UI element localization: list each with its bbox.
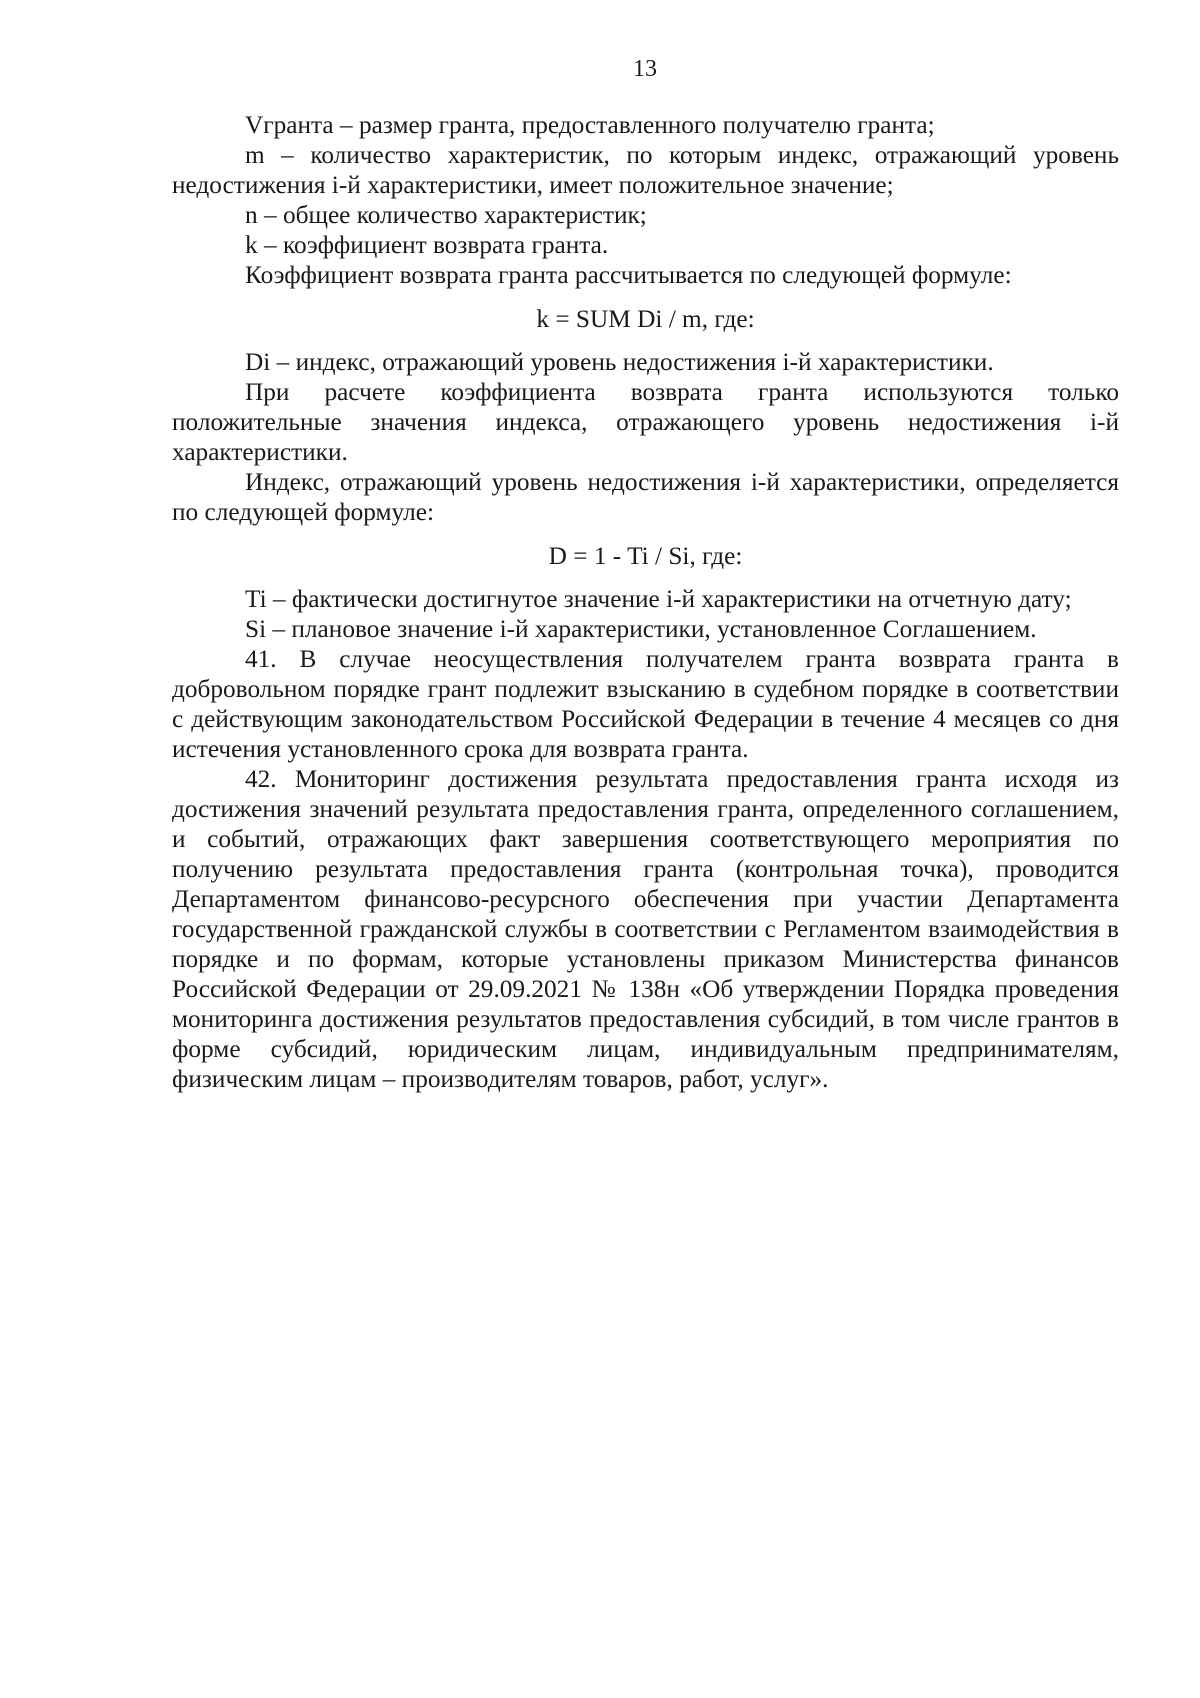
formula-k: k = SUM Di / m, где: — [536, 305, 755, 333]
clause-41: 41. В случае неосуществления получателем гранта возврата гранта в добровольном порядке грант подлежит взысканию в судебном порядке в соответствии с действующим законодательством Российской Федерации в течение 4 месяцев со дня истечения установленного срока для возврата гранта. — [172, 645, 1119, 763]
paragraph-k-definition: k – коэффициент возврата гранта. — [245, 231, 609, 259]
paragraph-m-definition: m – количество характеристик, по которым индекс, отражающий уровень недостижения i-й характеристики, имеет положительное значение; — [172, 141, 1119, 199]
paragraph-positive-values: При расчете коэффициента возврата гранта используются только положительные значения индекса, отражающего уровень недостижения i-й характеристики. — [172, 378, 1119, 466]
clause-42: 42. Мониторинг достижения результата предоставления гранта исходя из достижения значений результата предоставления гранта, определенного соглашением, и событий, отражающих факт завершения соответствующего мероприятия по получению результата предоставления гранта (контрольная точка), проводится Департаментом финансово-ресурсного обеспечения при участии Департамента государственной гражданской службы в соответствии с Регламентом взаимодействия в порядке и по формам, которые установлены приказом Министерства финансов Российской Федерации от 29.09.2021 № 138н «Об утверждении Порядка проведения мониторинга достижения результатов предоставления субсидий, в том числе грантов в форме субсидий, юридическим лицам, индивидуальным предпринимателям, физическим лицам – производителям товаров, работ, услуг». — [172, 765, 1119, 1093]
paragraph-ti-definition: Ti – фактически достигнутое значение i-й характеристики на отчетную дату; — [245, 585, 1072, 613]
paragraph-k-formula-intro: Коэффициент возврата гранта рассчитывается по следующей формуле: — [245, 261, 1012, 289]
paragraph-v-granta: Vгранта – размер гранта, предоставленного получателю гранта; — [245, 111, 935, 139]
page-number: 13 — [633, 56, 657, 82]
document-body — [172, 110, 1119, 1094]
paragraph-n-definition: n – общее количество характеристик; — [245, 201, 647, 229]
formula-d: D = 1 - Ti / Si, где: — [548, 542, 743, 570]
paragraph-d-formula-intro: Индекс, отражающий уровень недостижения i-й характеристики, определяется по следующей формуле: — [172, 468, 1119, 526]
paragraph-si-definition: Si – плановое значение i-й характеристики, установленное Соглашением. — [245, 615, 1037, 643]
paragraph-di-definition: Di – индекс, отражающий уровень недостижения i-й характеристики. — [245, 348, 994, 376]
